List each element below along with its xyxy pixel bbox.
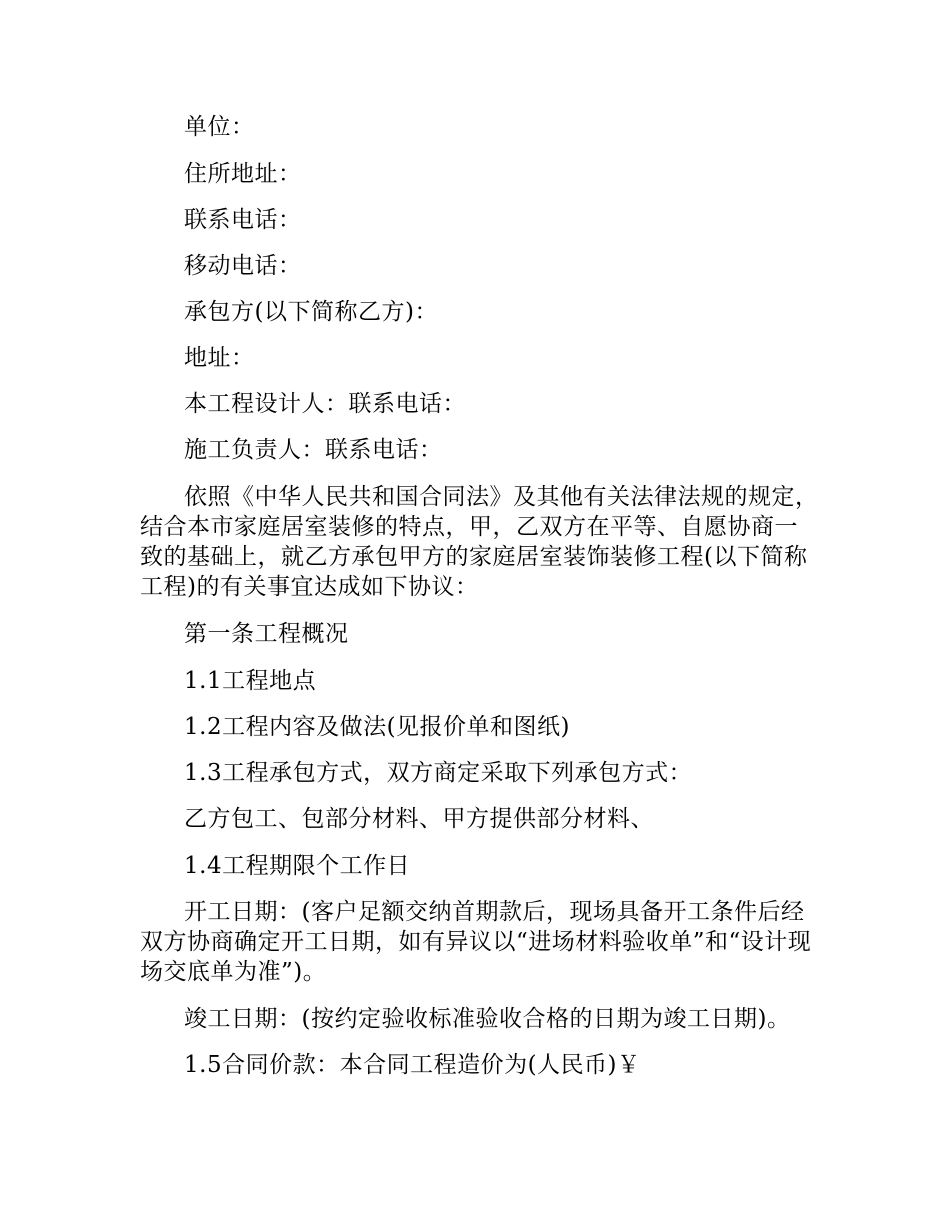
item-contract-method: 1.3工程承包方式，双方商定采取下列承包方式： bbox=[184, 760, 693, 786]
item-project-period: 1.4工程期限个工作日 bbox=[184, 853, 411, 879]
address-label: 住所地址： bbox=[184, 161, 302, 187]
item-contract-price: 1.5合同价款：本合同工程造价为(人民币)￥ bbox=[184, 1052, 641, 1078]
construction-manager-label: 施工负责人：联系电话： bbox=[184, 437, 443, 463]
item-project-content: 1.2工程内容及做法(见报价单和图纸) bbox=[184, 714, 571, 740]
unit-label: 单位： bbox=[184, 114, 255, 140]
contact-phone-label: 联系电话： bbox=[184, 207, 302, 233]
intro-paragraph: 依照《中华人民共和国合同法》及其他有关法律法规的规定，结合本市家庭居室装修的特点，甲，乙双方在平等、自愿协商一致的基础上，就乙方承包甲方的家庭居室装饰装修工程(以下简称工程)的有关事宜达成如下协议： bbox=[140, 484, 819, 600]
contractor-address-label: 地址： bbox=[184, 345, 255, 371]
contractor-label: 承包方(以下简称乙方)： bbox=[184, 299, 438, 325]
article-title: 第一条工程概况 bbox=[184, 621, 349, 647]
contract-mode-text: 乙方包工、包部分材料、甲方提供部分材料、 bbox=[184, 806, 654, 832]
item-project-location: 1.1工程地点 bbox=[184, 668, 317, 694]
mobile-phone-label: 移动电话： bbox=[184, 253, 302, 279]
start-date-paragraph: 开工日期：(客户足额交纳首期款后，现场具备开工条件后经双方协商确定开工日期，如有异议以“进场材料验收单”和“设计现场交底单为准”)。 bbox=[140, 899, 812, 985]
completion-date-text: 竣工日期：(按约定验收标准验收合格的日期为竣工日期)。 bbox=[184, 1006, 791, 1032]
designer-label: 本工程设计人：联系电话： bbox=[184, 391, 466, 417]
